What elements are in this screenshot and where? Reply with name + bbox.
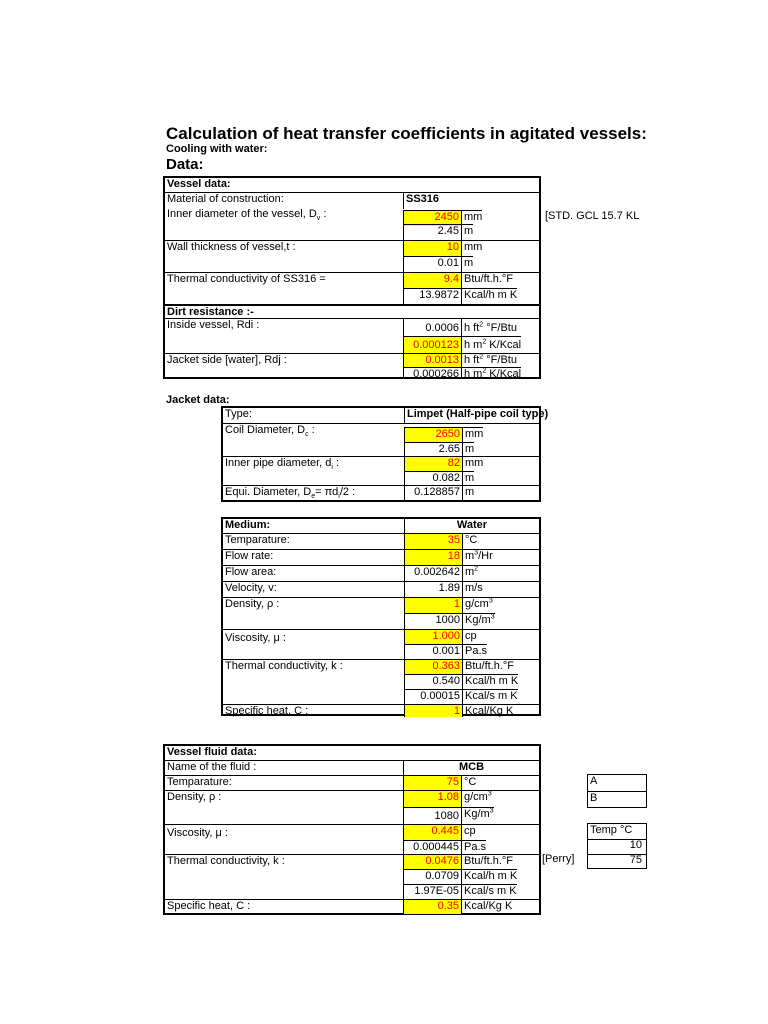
rdi-metric-row [165, 336, 539, 353]
page-title: Calculation of heat transfer coefficients in agitated vessels: [166, 124, 647, 143]
unit-kcal-s: Kcal/s m K [461, 884, 517, 899]
pipe-mm-input[interactable]: 82 [404, 457, 462, 472]
fluid-temp-row [165, 775, 539, 791]
wall-label: Wall thickness of vessel,t : [167, 241, 296, 253]
density-label: Density, ρ : [225, 598, 280, 610]
rdj-imperial-input[interactable]: 0.0013 [403, 354, 461, 368]
unit-hft: h $ft^2$ °F/Btu [461, 319, 517, 337]
fluid-header-row [165, 746, 539, 760]
wall-m-row [165, 256, 539, 272]
inner-diameter-m-value: 2.45 [403, 224, 461, 240]
coil-m-row [223, 442, 539, 456]
k-kcal-s-value: 0.00015 [404, 689, 462, 704]
unit-hft: h $ft^2$ °F/Btu [461, 354, 517, 368]
unit-btu: Btu/ft.h.°F [461, 273, 513, 289]
rdi-imperial-value: 0.0006 [403, 319, 461, 337]
unit-cp: cp [462, 630, 477, 645]
unit-btu: Btu/ft.h.°F [462, 660, 514, 675]
k-btu-input[interactable]: 0.363 [404, 660, 462, 675]
coil-label: Coil Diameter, $D_c$ : [225, 424, 315, 439]
unit-gcm3: $g/cm^3$ [462, 598, 493, 614]
fluid-header: Vessel fluid data: [167, 746, 257, 758]
fluid-viscosity-row [165, 824, 539, 841]
fluid-density-kg-value: 1080 [403, 807, 461, 824]
unit-kcal: Kcal/h m K [461, 288, 517, 304]
equi-label: Equi. Diameter, $D_e= \pi d_i/2$ : [225, 486, 356, 501]
fluid-density-input[interactable]: 1.08 [403, 791, 461, 808]
unit-velocity: m/s [462, 582, 483, 598]
medium-temp-input[interactable]: 35 [404, 534, 462, 550]
k-kcal-h-value: 0.540 [404, 674, 462, 689]
fluid-viscosity-label: Viscosity, μ : [167, 827, 228, 839]
material-row [165, 192, 539, 209]
fluid-viscosity-input[interactable]: 0.445 [403, 825, 461, 841]
unit-area: $m^2$ [462, 566, 478, 582]
equi-m-value: 0.128857 [404, 486, 462, 501]
unit-celsius: °C [462, 534, 477, 550]
jacket-data-table [221, 406, 549, 502]
viscosity-input[interactable]: 1.000 [404, 630, 462, 645]
unit-flow: $m^3/Hr$ [462, 550, 493, 566]
vessel-header-row [165, 178, 539, 192]
density-kg-value: 1000 [404, 613, 462, 629]
unit-kcal-s: Kcal/s m K [462, 689, 518, 704]
rdj-metric-row [165, 367, 539, 379]
page-subtitle: Cooling with water: [166, 143, 268, 155]
medium-data-table [221, 517, 541, 716]
type-label: Type: [225, 408, 252, 420]
fluid-density-label: Density, ρ : [167, 791, 222, 803]
rdj-label: Jacket side [water], Rdj : [167, 354, 287, 366]
fluid-specific-heat-input[interactable]: 0.35 [403, 900, 461, 914]
unit-btu: Btu/ft.h.°F [461, 855, 513, 870]
fluid-specific-heat-row [165, 899, 539, 914]
fluid-k-kcal-h-row [165, 869, 539, 884]
unit-pas: Pa.s [462, 644, 487, 659]
velocity-row [223, 581, 539, 598]
unit-gcm3: $g/cm^3$ [461, 791, 492, 808]
perry-note: [Perry] [542, 853, 575, 865]
inner-diameter-mm-input[interactable]: 2450 [403, 210, 461, 226]
fluid-k-kcal-s-row [165, 884, 539, 899]
unit-hm: h $m^2$ K/Kcal [461, 367, 521, 379]
pipe-label: Inner pipe diameter, $d_i$ : [225, 457, 340, 472]
flow-input[interactable]: 18 [404, 550, 462, 566]
rdj-row [165, 353, 539, 368]
k-row [223, 659, 539, 675]
fluid-name-row [165, 760, 539, 776]
vessel-fluid-table [163, 744, 541, 915]
k-kcal-h-row [223, 674, 539, 689]
temp-label: Temparature: [225, 534, 290, 546]
conductivity-kcal-row [165, 288, 539, 304]
fluid-name-value[interactable]: MCB [403, 761, 539, 776]
rdi-row [165, 318, 539, 337]
material-label: Material of construction: [167, 193, 284, 205]
fluid-viscosity-pas-row [165, 840, 539, 854]
unit-pas: Pa.s [461, 840, 486, 854]
coil-mm-input[interactable]: 2650 [404, 427, 462, 443]
vessel-data-table [163, 176, 541, 379]
inner-diameter-m-row [165, 224, 539, 240]
velocity-value: 1.89 [404, 582, 462, 598]
velocity-label: Velocity, v: [225, 582, 277, 594]
medium-header: Medium: [225, 519, 271, 531]
wall-row [165, 240, 539, 257]
temp-table-value-2: 75 [629, 854, 642, 866]
pipe-m-row [223, 471, 539, 485]
fluid-name-label: Name of the fluid : [167, 761, 257, 773]
flow-row [223, 549, 539, 566]
unit-m: m [461, 256, 473, 272]
viscosity-label: Viscosity, μ : [225, 632, 286, 644]
coil-row [223, 423, 539, 442]
unit-mm: mm [462, 427, 483, 443]
unit-kcal-kgk: Kcal/Kg K [461, 900, 512, 914]
inner-diameter-row [165, 208, 539, 224]
area-row [223, 565, 539, 582]
data-heading: Data: [166, 156, 204, 173]
density-kg-row [223, 613, 539, 629]
fluid-k-row [165, 854, 539, 870]
fluid-k-btu-input[interactable]: 0.0476 [403, 855, 461, 870]
fluid-density-row [165, 790, 539, 808]
vessel-header: Vessel data: [167, 178, 231, 190]
conductivity-row [165, 272, 539, 289]
specific-heat-row [223, 704, 539, 719]
unit-mm: mm [461, 210, 482, 226]
jacket-type-value[interactable]: Limpet (Half-pipe coil type) [404, 408, 539, 423]
medium-header-row [223, 519, 539, 533]
flow-label: Flow rate: [225, 550, 274, 562]
fluid-specific-heat-label: Specific heat, C : [167, 900, 251, 912]
unit-cp: cp [461, 825, 476, 841]
viscosity-pas-value: 0.001 [404, 644, 462, 659]
unit-kcal-kgk: Kcal/Kg K [462, 705, 513, 717]
coil-m-value: 2.65 [404, 442, 462, 456]
viscosity-pas-row [223, 644, 539, 659]
medium-name[interactable]: Water [404, 519, 539, 533]
ab-cell-b: B [590, 792, 598, 804]
fluid-density-kg-row [165, 807, 539, 824]
jacket-type-row [223, 408, 549, 423]
wall-mm-input[interactable]: 10 [403, 241, 461, 257]
ab-cell-a: A [590, 775, 598, 787]
unit-hm: h $m^2$ K/Kcal [461, 336, 521, 353]
temp-table-header: Temp °C [590, 824, 633, 836]
fluid-temp-label: Temparature: [167, 776, 232, 788]
area-value: 0.002642 [404, 566, 462, 582]
fluid-temp-input[interactable]: 75 [403, 776, 461, 791]
unit-kcal-h: Kcal/h m K [462, 674, 518, 689]
k-label: Thermal conductivity, k : [225, 660, 343, 672]
wall-m-value: 0.01 [403, 256, 461, 272]
unit-kcal-h: Kcal/h m K [461, 869, 517, 884]
unit-mm: mm [461, 241, 482, 257]
temp-table-value-1: 10 [629, 839, 642, 851]
specific-heat-label: Specific heat, C : [225, 705, 309, 717]
unit-m: m [461, 224, 473, 240]
conductivity-label: Thermal conductivity of SS316 = [167, 273, 326, 285]
area-label: Flow area: [225, 566, 277, 578]
fluid-k-label: Thermal conductivity, k : [167, 855, 285, 867]
viscosity-row [223, 629, 539, 645]
conductivity-kcal-value: 13.9872 [403, 288, 461, 304]
specific-heat-input[interactable]: 1 [404, 705, 462, 717]
density-row [223, 597, 539, 614]
unit-m: m [462, 442, 474, 456]
unit-kgm3: $Kg/m^3$ [461, 807, 494, 824]
ab-table [587, 774, 647, 808]
dirt-header: Dirt resistance :- [167, 306, 254, 318]
fluid-k-kcal-s-value: 1.97E-05 [403, 884, 461, 899]
unit-kgm3: $Kg/m^3$ [462, 613, 495, 629]
unit-m: m [462, 471, 474, 485]
material-value[interactable]: SS316 [403, 193, 539, 209]
equi-row [223, 485, 539, 501]
conductivity-btu-input[interactable]: 9.4 [403, 273, 461, 289]
medium-temp-row [223, 533, 539, 550]
fluid-k-kcal-h-value: 0.0709 [403, 869, 461, 884]
rdi-label: Inside vessel, Rdi : [167, 319, 260, 331]
pipe-row [223, 456, 539, 472]
unit-mm: mm [462, 457, 483, 472]
k-kcal-s-row [223, 689, 539, 704]
fluid-viscosity-pas-value: 0.000445 [403, 840, 461, 854]
rdi-metric-input[interactable]: 0.000123 [403, 336, 461, 353]
temp-table [587, 823, 647, 869]
unit-celsius: °C [461, 776, 476, 791]
density-input[interactable]: 1 [404, 598, 462, 614]
inner-diameter-label: Inner diameter of the vessel, $D_v$ : [167, 208, 327, 223]
pipe-m-value: 0.082 [404, 471, 462, 485]
std-note: [STD. GCL 15.7 KL [545, 210, 640, 222]
rdj-metric-value: 0.000266 [403, 367, 461, 379]
jacket-caption: Jacket data: [166, 394, 230, 406]
unit-m: m [462, 486, 474, 501]
